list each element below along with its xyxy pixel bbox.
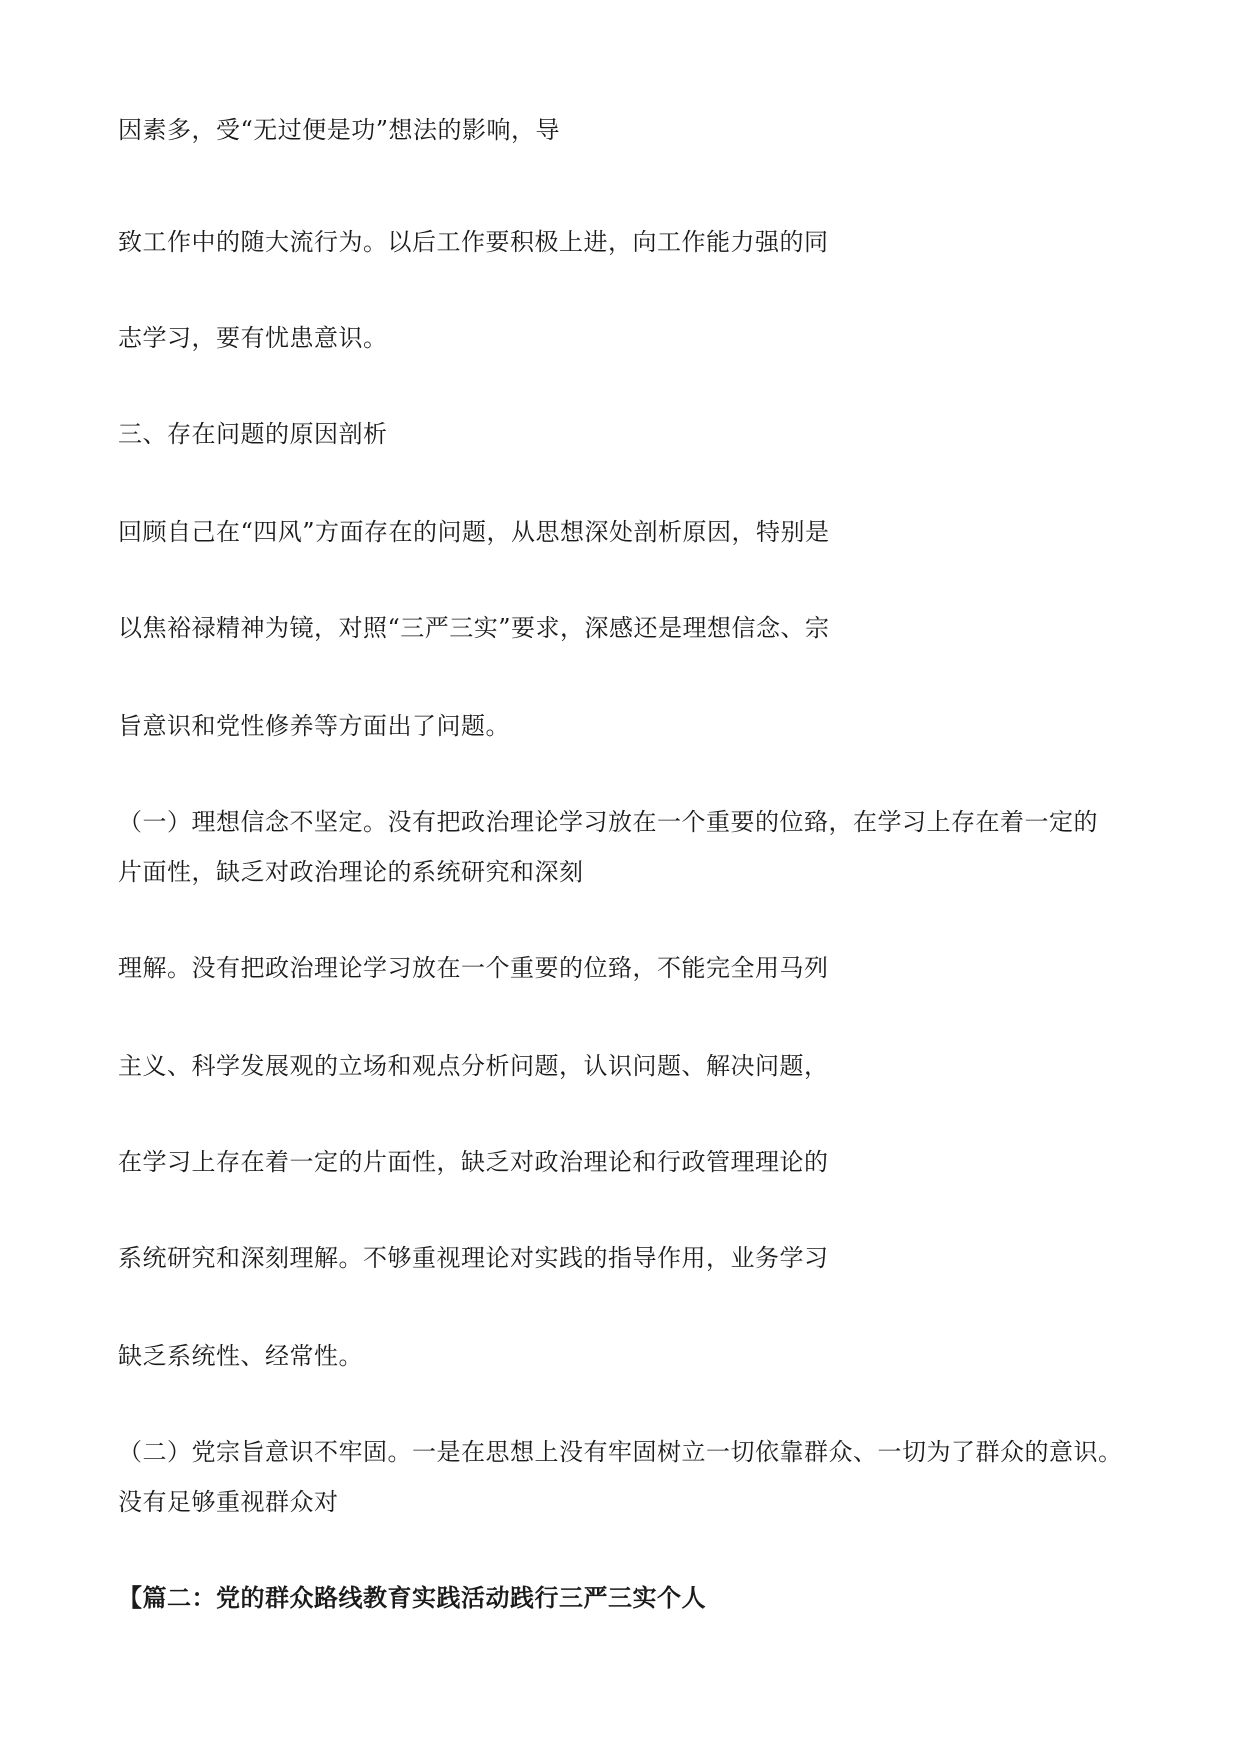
paragraph-line: 没有足够重视群众对: [118, 1488, 339, 1516]
section-heading: 三、存在问题的原因剖析: [118, 420, 388, 448]
paragraph-line: 志学习，要有忧患意识。: [118, 324, 388, 352]
paragraph-line: 回顾自己在“四风”方面存在的问题，从思想深处剖析原因，特别是: [118, 518, 830, 546]
paragraph-line: 以焦裕禄精神为镜，对照“三严三实”要求，深感还是理想信念、宗: [118, 614, 830, 642]
paragraph-line: 缺乏系统性、经常性。: [118, 1342, 363, 1370]
paragraph-line: 旨意识和党性修养等方面出了问题。: [118, 712, 510, 740]
paragraph-line: 片面性，缺乏对政治理论的系统研究和深刻: [118, 858, 584, 886]
paragraph-line: 理解。没有把政治理论学习放在一个重要的位臵，不能完全用马列: [118, 954, 829, 982]
paragraph-line: 系统研究和深刻理解。不够重视理论对实践的指导作用，业务学习: [118, 1244, 829, 1272]
paragraph-line: 主义、科学发展观的立场和观点分析问题，认识问题、解决问题，: [118, 1052, 829, 1080]
paragraph-line: 因素多，受“无过便是功”想法的影响，导: [118, 116, 561, 144]
next-article-heading: 【篇二：党的群众路线教育实践活动践行三严三实个人: [118, 1583, 706, 1612]
paragraph-line: 致工作中的随大流行为。以后工作要积极上进，向工作能力强的同: [118, 228, 829, 256]
subsection-heading-line: （二）党宗旨意识不牢固。一是在思想上没有牢固树立一切依靠群众、一切为了群众的意识。: [118, 1438, 1123, 1466]
paragraph-line: 在学习上存在着一定的片面性，缺乏对政治理论和行政管理理论的: [118, 1148, 829, 1176]
subsection-heading-line: （一）理想信念不坚定。没有把政治理论学习放在一个重要的位臵，在学习上存在着一定的: [118, 808, 1098, 836]
